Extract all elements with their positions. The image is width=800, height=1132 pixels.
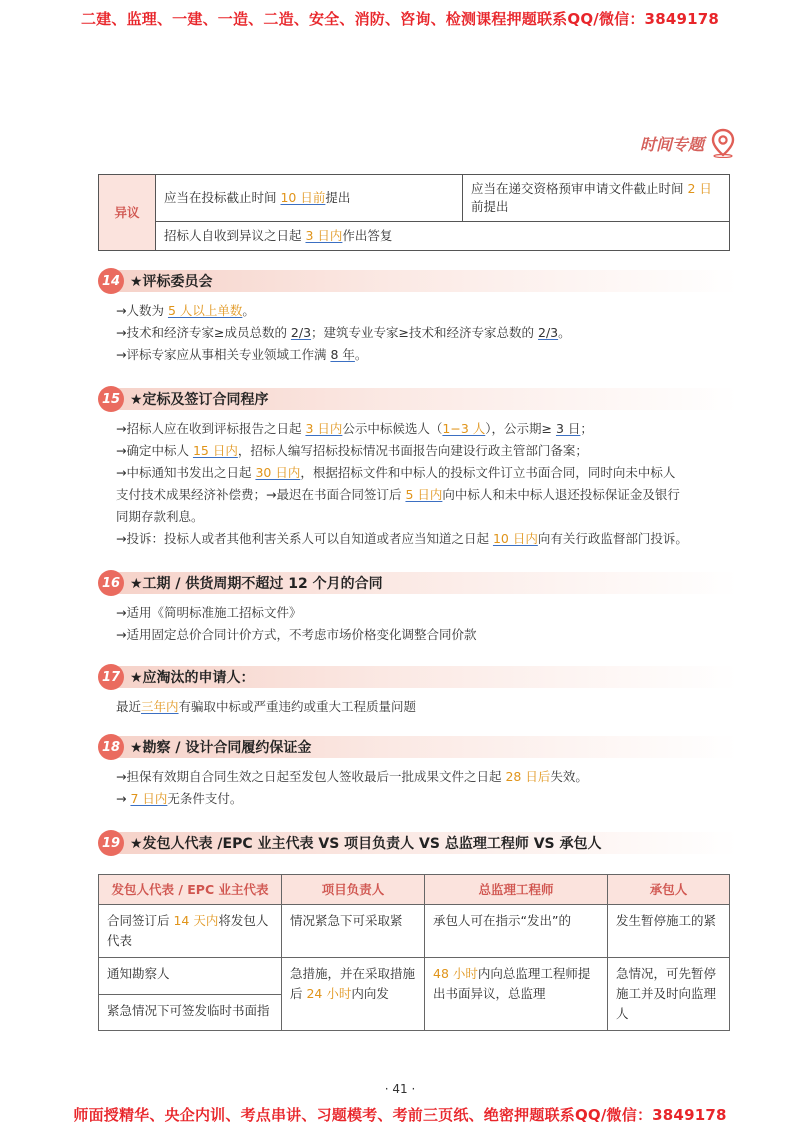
section-14 [98,268,738,366]
section-16 [98,570,738,646]
section-number: 15 [98,386,124,412]
table-row [99,958,730,995]
text-line: →确定中标人 15 日内，招标人编写招标投标情况书面报告向建设行政主管部门备案； [116,443,588,458]
section-title: ★定标及签订合同程序 [112,388,738,410]
text-line: →评标专家应从事相关专业领域工作满 8 年。 [116,347,368,362]
topic-header [640,128,736,158]
objection-cell-b: 应当在递交资格预审申请文件截止时间 2 日前提出 [463,175,730,222]
text-line: →投诉：投标人或者其他利害关系人可以自知道或者应当知道之日起 10 日内向有关行政监督部门投诉。 [116,531,688,546]
text-line: →适用固定总价合同计价方式，不考虑市场价格变化调整合同价款 [116,627,477,642]
text-line: →招标人应在收到评标报告之日起 3 日内公示中标候选人（1−3 人），公示期≥ 3 日； [116,421,593,436]
table-header-row [99,875,730,905]
section-number: 14 [98,268,124,294]
section-17 [98,664,738,718]
col-header-owner-rep: 发包人代表 / EPC 业主代表 [99,875,282,905]
section-number: 18 [98,734,124,760]
objection-table [98,174,730,251]
text-line: →中标通知书发出之日起 30 日内，根据招标文件和中标人的投标文件订立书面合同，同时向未中标人 [116,465,676,480]
table-cell: 紧急情况下可签发临时书面指 [99,994,282,1031]
topic-label: 时间专题 [639,134,704,154]
table-cell: 急措施，并在采取措施后 24 小时内向发 [282,958,425,1031]
section-heading [98,268,738,294]
section-heading [98,734,738,760]
table-cell: 急情况，可先暂停施工并及时向监理人 [608,958,730,1031]
section-number: 17 [98,664,124,690]
table-cell: 通知勘察人 [99,958,282,995]
section-title: ★工期 / 供货周期不超过 12 个月的合同 [112,572,738,594]
page-number: · 41 · [384,1082,416,1096]
text-line: 同期存款利息。 [116,509,204,524]
table-cell: 承包人可在指示“发出”的 [425,905,608,958]
section-15 [98,386,738,550]
objection-row-head: 异议 [99,175,156,251]
col-header-contractor: 承包人 [608,875,730,905]
text-line: 支付技术成果经济补偿费；→最迟在书面合同签订后 5 日内向中标人和未中标人退还投标保证金及银行 [116,487,680,502]
table-cell: 合同签订后 14 天内将发包人代表 [99,905,282,958]
section-19 [98,830,738,862]
objection-cell-a: 应当在投标截止时间 10 日前提出 [156,175,463,222]
table-cell: 48 小时内向总监理工程师提出书面异议，总监理 [425,958,608,1031]
text-line: →人数为 5 人以上单数。 [116,303,255,318]
comparison-table [98,874,730,1031]
section-18 [98,734,738,810]
col-header-chief-supervisor: 总监理工程师 [425,875,608,905]
table-row [99,905,730,958]
section-number: 16 [98,570,124,596]
text-line: →适用《简明标准施工招标文件》 [116,605,302,620]
section-number: 19 [98,830,124,856]
section-title: ★勘察 / 设计合同履约保证金 [112,736,738,758]
section-heading [98,386,738,412]
section-title: ★发包人代表 /EPC 业主代表 VS 项目负责人 VS 总监理工程师 VS 承包人 [112,832,738,854]
section-title: ★评标委员会 [112,270,738,292]
section-heading [98,830,738,856]
bottom-banner: 师面授精华、央企内训、考点串讲、习题模考、考前三页纸、绝密押题联系QQ/微信：3849178 [73,1106,727,1124]
text-line: →技术和经济专家≥成员总数的 2/3；建筑专业专家≥技术和经济专家总数的 2/3。 [116,325,571,340]
text-line: → 7 日内无条件支付。 [116,791,243,806]
section-heading [98,570,738,596]
objection-cell-c: 招标人自收到异议之日起 3 日内作出答复 [156,222,730,251]
table-cell: 情况紧急下可采取紧 [282,905,425,958]
text-line: →担保有效期自合同生效之日起至发包人签收最后一批成果文件之日起 28 日后失效。 [116,769,588,784]
top-banner: 二建、监理、一建、一造、二造、安全、消防、咨询、检测课程押题联系QQ/微信：3849178 [80,10,720,28]
col-header-project-lead: 项目负责人 [282,875,425,905]
section-title: ★应淘汰的申请人： [112,666,738,688]
location-pin-icon [710,128,736,158]
section-heading [98,664,738,690]
table-cell: 发生暂停施工的紧 [608,905,730,958]
text-line: 最近三年内有骗取中标或严重违约或重大工程质量问题 [116,699,417,714]
